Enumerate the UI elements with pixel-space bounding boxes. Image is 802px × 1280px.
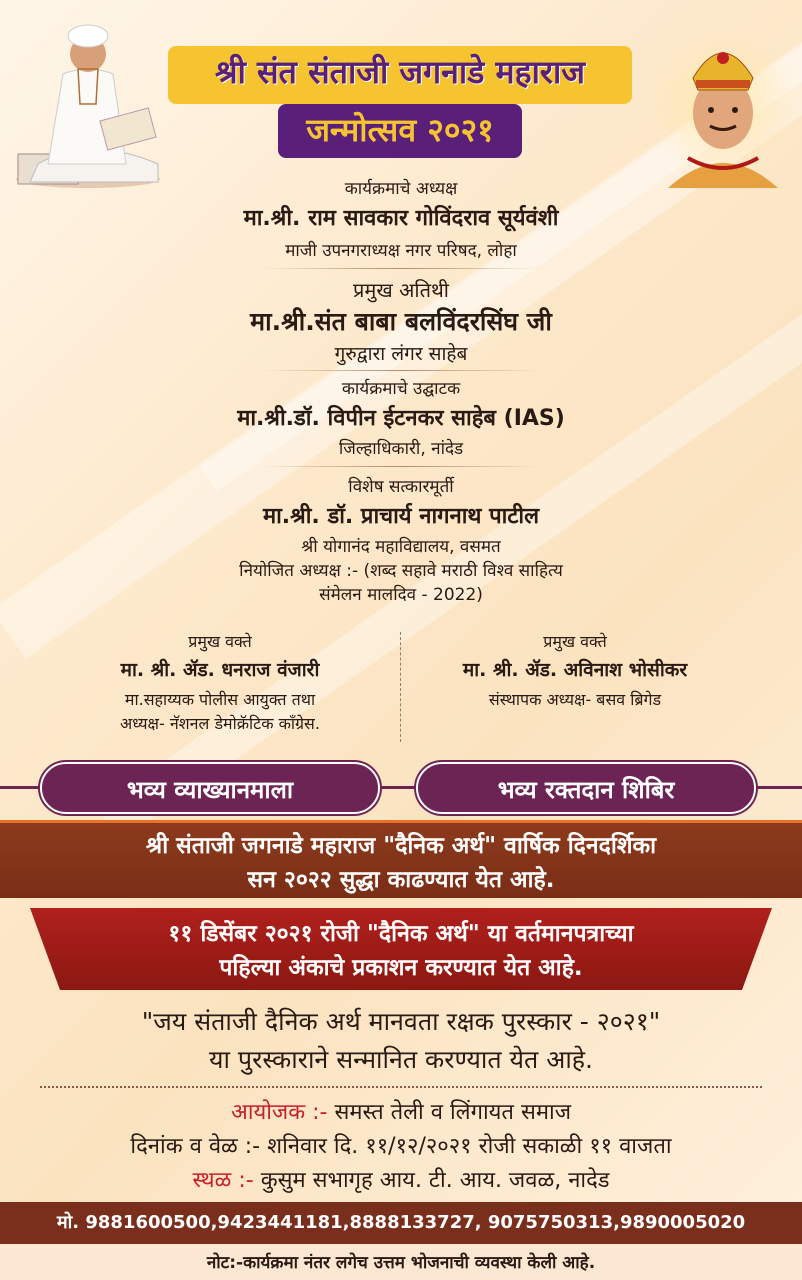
speaker-right-name: मा. श्री. ॲड. अविनाश भोसीकर xyxy=(462,659,688,681)
newspaper-band-line-1: ११ डिसेंबर २०२१ रोजी "दैनिक अर्थ" या वर्तमानपत्राच्या xyxy=(168,921,634,947)
speaker-left-role: प्रमुख वक्ते xyxy=(188,632,252,651)
note-text: नोट:-कार्यक्रमा नंतर लगेच उत्तम भोजनाची व्यवस्था केली आहे. xyxy=(206,1253,596,1273)
saint-crowned-icon xyxy=(648,18,798,188)
chief-guest-role: प्रमुख अतिथी xyxy=(353,278,449,302)
speaker-right-role: प्रमुख वक्ते xyxy=(543,632,607,651)
speaker-left-name: मा. श्री. ॲड. धनराज वंजारी xyxy=(120,659,320,681)
divider xyxy=(260,268,542,269)
datetime-value: शनिवार दि. ११/१२/२०२१ रोजी सकाळी ११ वाजता xyxy=(267,1134,672,1159)
inaugurator-desc: जिल्हाधिकारी, नांदेड xyxy=(338,439,464,459)
calendar-band-line-1: श्री संताजी जगनाडे महाराज "दैनिक अर्थ" वार्षिक दिनदर्शिका xyxy=(145,833,657,859)
lecture-series-pill: भव्य व्याख्यानमाला xyxy=(40,762,380,814)
divider xyxy=(260,466,542,467)
felicitation-name: मा.श्री. डॉ. प्राचार्य नागनाथ पाटील xyxy=(262,504,540,529)
page-title: श्री संत संताजी जगनाडे महाराज xyxy=(214,53,586,91)
divider xyxy=(260,370,542,371)
inaugurator-name: मा.श्री.डॉ. विपीन ईटनकर साहेब (IAS) xyxy=(237,406,565,431)
chief-guest-desc: गुरुद्वारा लंगर साहेब xyxy=(334,343,468,365)
datetime-label: दिनांक व वेळ :- xyxy=(130,1134,261,1159)
felicitation-desc-2: नियोजित अध्यक्ष :- (शब्द सहावे मराठी विश्व साहित्य xyxy=(239,561,563,581)
president-desc: माजी उपनगराध्यक्ष नगर परिषद, लोहा xyxy=(285,241,517,261)
speaker-divider xyxy=(400,632,401,742)
president-name: मा.श्री. राम सावकार गोविंदराव सूर्यवंशी xyxy=(243,206,559,231)
blood-donation-pill: भव्य रक्तदान शिबिर xyxy=(416,762,756,814)
calendar-band-line-2: सन २०२२ सुद्धा काढण्यात येत आहे. xyxy=(247,867,555,893)
felicitation-role: विशेष सत्कारमूर्ती xyxy=(348,477,454,497)
inaugurator-role: कार्यक्रमाचे उद्घाटक xyxy=(341,379,461,399)
felicitation-desc-1: श्री योगानंद महाविद्यालय, वसमत xyxy=(301,537,501,557)
newspaper-band-line-2: पहिल्या अंकाचे प्रकाशन करण्यात येत आहे. xyxy=(219,955,583,981)
chief-guest-name: मा.श्री.संत बाबा बलविंदरसिंघ जी xyxy=(250,307,552,336)
felicitation-desc-3: संमेलन मालदिव - 2022) xyxy=(319,585,483,605)
president-role: कार्यक्रमाचे अध्यक्ष xyxy=(344,179,458,199)
datetime-line xyxy=(0,1130,802,1160)
organizer-line xyxy=(0,1096,802,1126)
organizer-value: समस्त तेली व लिंगायत समाज xyxy=(334,1100,572,1125)
venue-label: स्थळ :- xyxy=(192,1168,254,1193)
speaker-right-desc-1: संस्थापक अध्यक्ष- बसव ब्रिगेड xyxy=(488,690,662,709)
award-line-1: "जय संताजी दैनिक अर्थ मानवता रक्षक पुरस्कार - २०२१" xyxy=(141,1007,661,1036)
award-line-2: या पुरस्काराने सन्मानित करण्यात येत आहे. xyxy=(208,1045,594,1074)
organizer-label: आयोजक :- xyxy=(230,1100,328,1125)
speaker-left-desc-2: अध्यक्ष- नॅशनल डेमोक्रॅटिक काँग्रेस. xyxy=(120,714,320,733)
venue-value: कुसुम सभागृह आय. टी. आय. जवळ, नादेड xyxy=(260,1168,610,1193)
dotted-divider xyxy=(40,1086,762,1088)
speaker-left-desc-1: मा.सहाय्यक पोलीस आयुक्त तथा xyxy=(124,690,316,709)
saint-writing-icon xyxy=(8,14,168,189)
page-subtitle: जन्मोत्सव २०२१ xyxy=(306,111,494,149)
title-block xyxy=(160,34,640,164)
venue-line xyxy=(0,1164,802,1194)
contact-numbers: मो. 9881600500,9423441181,8888133727, 9075750313,9890005020 xyxy=(56,1212,746,1233)
